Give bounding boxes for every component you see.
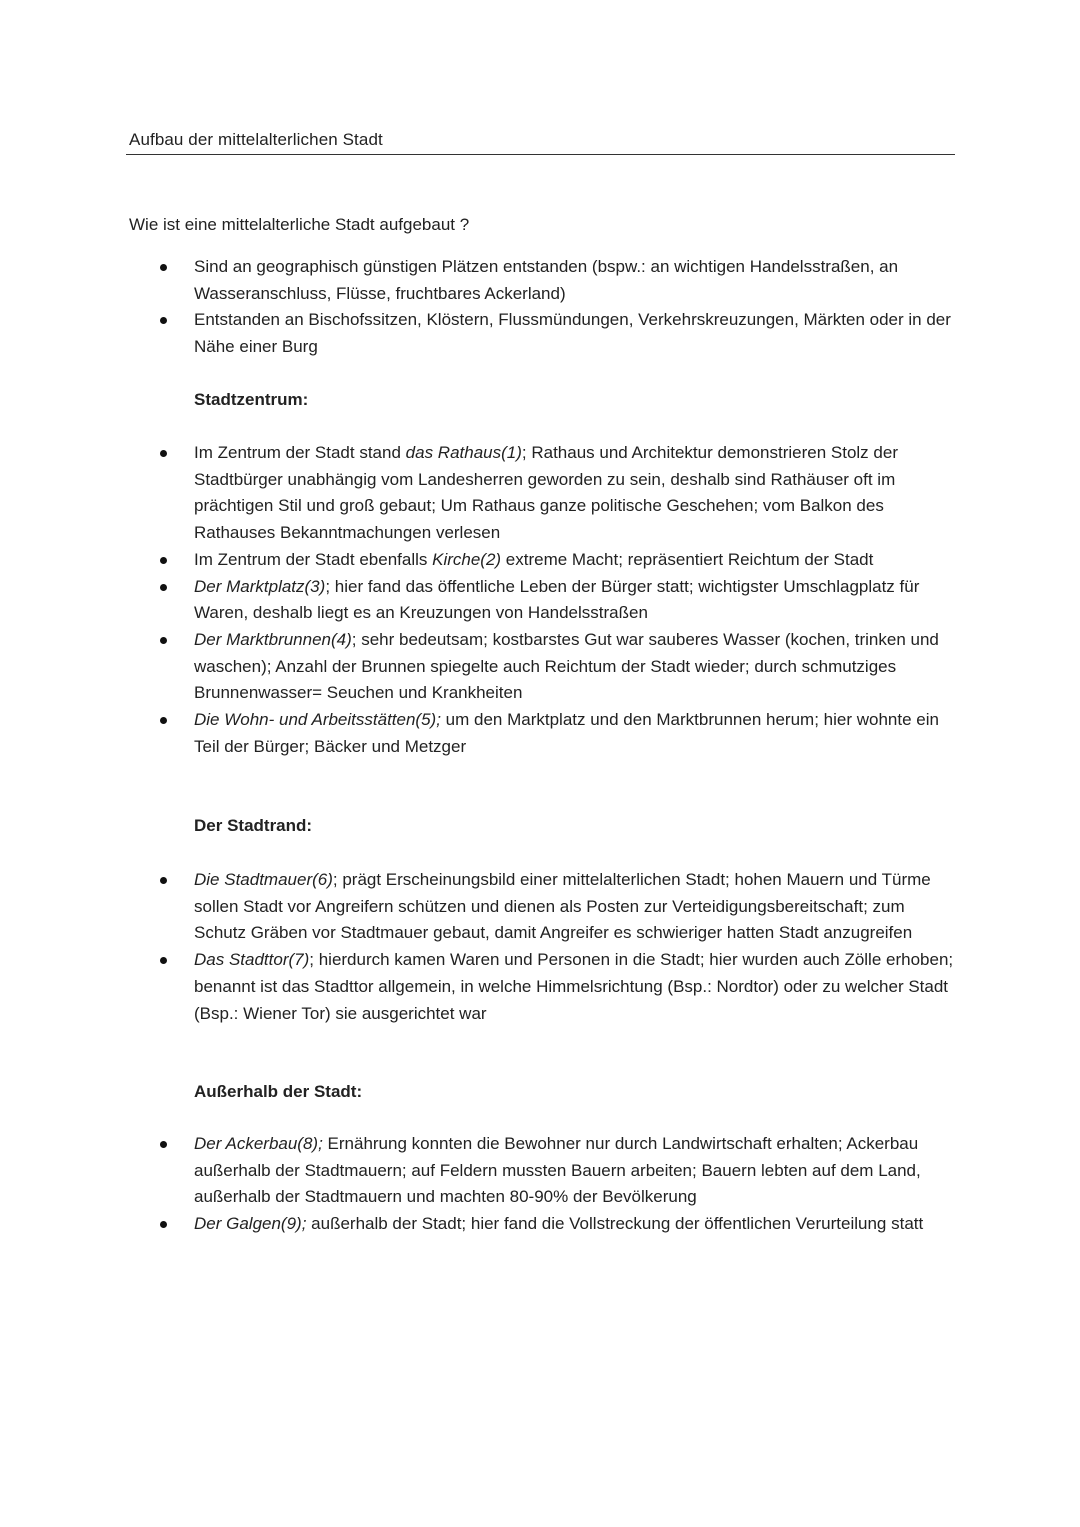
intro-list <box>0 254 1080 361</box>
section-heading-center: Stadtzentrum: <box>194 390 309 409</box>
header-divider <box>126 154 955 155</box>
list-item <box>0 547 1080 574</box>
edge-list <box>0 867 1080 1027</box>
bullet-icon <box>160 450 167 457</box>
list-item <box>0 627 1080 707</box>
item-post-text: ; Rathaus und Architektur demonstrieren Stolz der Stadtbürger unabhängig vom Landesherren geworden zu sein, deshalb sind Rathäuser oft im prächtigen Stil und groß gebaut; Um Rathaus ganze politische Geschehen; vom Balkon des Rathauses Bekanntmachungen verlesen <box>194 443 898 543</box>
item-post-text: Ernährung konnten die Bewohner nur durch Landwirtschaft erhalten; Ackerbau außerhalb der Stadtmauern; auf Feldern mussten Bauern arbeiten; Bauern lebten auf dem Land, außerhalb der Stadtmauern und machten 80-90% der Bevölkerung <box>194 1134 921 1207</box>
list-item <box>0 1211 1080 1238</box>
outside-list <box>0 1131 1080 1238</box>
list-item <box>0 254 1080 307</box>
list-item-text <box>194 710 939 756</box>
list-item <box>0 574 1080 627</box>
item-post-text: ; hierdurch kamen Waren und Personen in die Stadt; hier wurden auch Zölle erhoben; benannt ist das Stadttor allgemein, in welche Himmelsrichtung (Bsp.: Nordtor) oder zu welcher Stadt (Bsp.: Wiener Tor) sie ausgerichtet war <box>194 950 954 1023</box>
bullet-icon <box>160 557 167 564</box>
list-item-text <box>194 870 931 942</box>
bullet-icon <box>160 877 167 884</box>
item-term: Die Wohn- und Arbeitsstätten(5); <box>194 710 441 730</box>
list-item-text <box>194 550 873 569</box>
bullet-icon <box>160 1141 167 1148</box>
bullet-icon <box>160 317 167 324</box>
item-post-text: ; hier fand das öffentliche Leben der Bürger statt; wichtigster Umschlagplatz für Waren, deshalb liegt es an Kreuzungen von Handelsstraßen <box>194 576 920 623</box>
list-item <box>0 1131 1080 1211</box>
item-term: Der Marktbrunnen(4) <box>194 629 352 649</box>
item-term: Der Marktplatz(3) <box>194 576 326 596</box>
list-item <box>0 440 1080 547</box>
bullet-icon <box>160 264 167 271</box>
item-pre-text: Im Zentrum der Stadt ebenfalls <box>194 549 433 569</box>
center-list <box>0 440 1080 760</box>
item-term: das Rathaus(1) <box>405 443 522 462</box>
list-item-text <box>194 577 919 623</box>
document-header-title: Aufbau der mittelalterlichen Stadt <box>129 130 383 149</box>
bullet-icon <box>160 637 167 644</box>
bullet-icon <box>160 957 167 964</box>
list-item-text: Entstanden an Bischofssitzen, Klöstern, Flussmündungen, Verkehrskreuzungen, Märkten oder in der Nähe einer Burg <box>194 310 951 357</box>
bullet-icon <box>160 1221 167 1228</box>
item-post-text: um den Marktplatz und den Marktbrunnen herum; hier wohnte ein Teil der Bürger; Bäcker und Metzger <box>194 710 939 756</box>
question-heading: Wie ist eine mittelalterliche Stadt aufgebaut ? <box>129 215 470 234</box>
list-item <box>0 867 1080 947</box>
item-term: Kirche(2) <box>432 549 502 569</box>
item-term: Der Galgen(9); <box>194 1214 307 1234</box>
list-item-text <box>194 443 898 542</box>
list-item-text <box>194 630 939 702</box>
list-item <box>0 707 1080 760</box>
section-heading-outside: Außerhalb der Stadt: <box>194 1082 363 1101</box>
list-item <box>0 307 1080 360</box>
list-item-text: Sind an geographisch günstigen Plätzen entstanden (bspw.: an wichtigen Handelsstraßen, an Wasseranschluss, Flüsse, fruchtbares Ackerland) <box>194 257 899 303</box>
bullet-icon <box>160 584 167 591</box>
intro-list-block <box>0 254 1080 361</box>
list-item <box>0 947 1080 1027</box>
item-term: Das Stadttor(7) <box>194 950 310 970</box>
outside-list-block <box>0 1131 1080 1238</box>
item-term: Der Ackerbau(8); <box>194 1134 323 1153</box>
list-item-text <box>194 1214 923 1233</box>
center-list-block <box>0 440 1080 760</box>
section-heading-edge: Der Stadtrand: <box>194 816 313 835</box>
edge-list-block <box>0 867 1080 1027</box>
list-item-text <box>194 950 953 1022</box>
bullet-icon <box>160 717 167 724</box>
item-post-text: ; sehr bedeutsam; kostbarstes Gut war sauberes Wasser (kochen, trinken und waschen); Anzahl der Brunnen spiegelte auch Reichtum der Stadt wieder; durch schmutziges Brunnenwasser= Seuchen und Krankheiten <box>194 629 939 703</box>
list-item-text <box>194 1134 921 1206</box>
item-pre-text: Im Zentrum der Stadt stand <box>194 443 406 462</box>
item-post-text: außerhalb der Stadt; hier fand die Vollstreckung der öffentlichen Verurteilung statt <box>306 1214 924 1234</box>
item-post-text: extreme Macht; repräsentiert Reichtum der Stadt <box>501 549 874 569</box>
item-post-text: ; prägt Erscheinungsbild einer mittelalterlichen Stadt; hohen Mauern und Türme sollen Stadt vor Angreifern schützen und dienen als Posten zur Verteidigungsbereitschaft; zum Schutz Gräben vor Stadtmauer gebaut, damit Angreifer es schwieriger hatten Stadt anzugreifen <box>194 870 931 943</box>
item-term: Die Stadtmauer(6) <box>194 870 333 889</box>
